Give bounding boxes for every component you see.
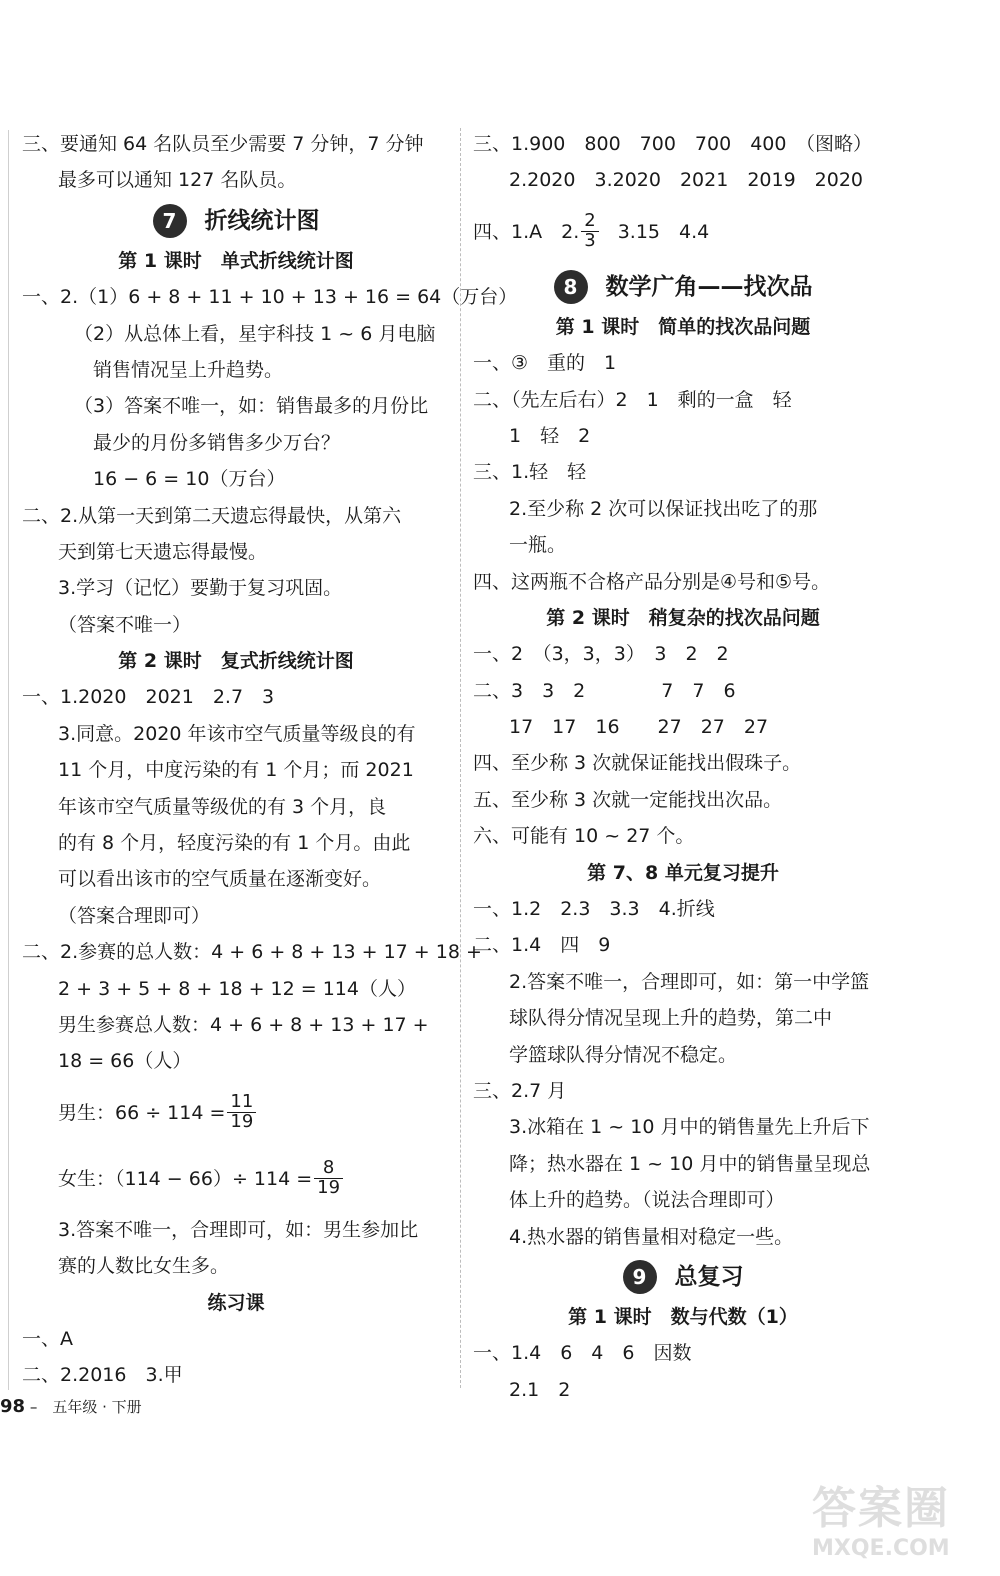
fraction-label: 男生：66 ÷ 114 =	[58, 1101, 226, 1124]
footer-dash: –	[25, 1398, 38, 1416]
text-line: 2.1 2	[509, 1378, 571, 1401]
text-line: 一、2 （3，3，3） 3 2 2	[473, 643, 729, 666]
fraction-label: 女生：（114 − 66）÷ 114 =	[58, 1167, 313, 1190]
page-number: 98	[0, 1396, 26, 1417]
section-title-text: 折线统计图	[204, 207, 320, 234]
text-line: 四、至少称 3 次就保证能找出假珠子。	[473, 752, 802, 775]
text-line: 男生参赛总人数：4 + 6 + 8 + 13 + 17 +	[58, 1013, 429, 1036]
text-line: 三、1.轻 轻	[473, 461, 587, 484]
text-line: 二、（先左后右）2 1 剩的一盒 轻	[473, 388, 792, 411]
lesson-heading: 第 7、8 单元复习提升	[587, 861, 779, 884]
text-line: 11 个月，中度污染的有 1 个月；而 2021	[58, 759, 414, 782]
fraction-line-girls	[22, 1146, 450, 1212]
text-line: 降；热水器在 1 ~ 10 月中的销售量呈现总	[509, 1152, 871, 1175]
text-line: 五、至少称 3 次就一定能找出次品。	[473, 788, 783, 811]
fraction-denominator: 19	[227, 1112, 256, 1132]
text-line: 2.答案不唯一，合理即可，如：第一中学篮	[509, 970, 870, 993]
text-line: 学篮球队得分情况不稳定。	[509, 1043, 738, 1066]
text-line: 3.冰箱在 1 ~ 10 月中的销售量先上升后下	[509, 1116, 870, 1139]
fraction-line-boys	[22, 1080, 450, 1146]
text-line: （3）答案不唯一，如：销售最多的月份比	[74, 395, 429, 418]
column-separator	[460, 128, 461, 1388]
page-footer	[0, 1396, 142, 1417]
footer-grade: 五年级 · 下册	[37, 1398, 142, 1416]
fraction	[314, 1159, 343, 1198]
fraction	[581, 212, 598, 251]
text-line: 2.2020 3.2020 2021 2019 2020	[509, 169, 864, 192]
text-line: 可以看出该市的空气质量在逐渐变好。	[58, 868, 382, 891]
text-line: 二、3 3 2 7 7 6	[473, 679, 736, 702]
fraction-denominator: 19	[314, 1178, 343, 1198]
watermark-text: 答案圈	[812, 1483, 950, 1534]
text-line: 年该市空气质量等级优的有 3 个月，良	[58, 795, 387, 818]
section-title-7	[22, 199, 450, 243]
text-line: 2 + 3 + 5 + 8 + 18 + 12 = 114（人）	[58, 977, 416, 1000]
fraction-numerator: 2	[584, 210, 596, 232]
lesson-heading: 练习课	[207, 1291, 265, 1314]
lesson-heading: 第 2 课时 复式折线统计图	[118, 650, 354, 673]
text-line: 2.至少称 2 次可以保证找出吃了的那	[509, 497, 818, 520]
text-line: 一、1.2 2.3 3.3 4.折线	[473, 898, 715, 921]
text-line: 的有 8 个月，轻度污染的有 1 个月。由此	[58, 832, 411, 855]
lesson-heading: 第 1 课时 单式折线统计图	[118, 249, 354, 272]
lesson-heading: 第 1 课时 数与代数（1）	[568, 1305, 798, 1328]
watermark-logo	[812, 1472, 992, 1562]
text-line: 最多可以通知 127 名队员。	[58, 169, 297, 192]
text-line: 一瓶。	[509, 534, 567, 557]
text-line: 3.同意。2020 年该市空气质量等级良的有	[58, 722, 416, 745]
fraction-numerator: 11	[230, 1091, 254, 1113]
left-column	[22, 126, 518, 1394]
text-line: 一、③ 重的 1	[473, 352, 617, 375]
text-line: 三、1.900 800 700 700 400 （图略）	[473, 133, 872, 155]
text-line: 17 17 16 27 27 27	[509, 716, 769, 739]
text-line: 二、2.参赛的总人数：4 + 6 + 8 + 13 + 17 + 18 +	[22, 941, 482, 964]
text-line: 体上升的趋势。（说法合理即可）	[509, 1189, 785, 1212]
section-number-badge: 9	[623, 1260, 657, 1294]
text-line: 一、A	[22, 1327, 73, 1350]
text-line: 3.答案不唯一，合理即可，如：男生参加比	[58, 1218, 419, 1241]
text-line: 天到第七天遗忘得最慢。	[58, 540, 268, 563]
text-line: 一、1.4 6 4 6 因数	[473, 1342, 692, 1365]
fraction-numerator: 8	[322, 1157, 335, 1179]
section-number-badge: 7	[153, 204, 187, 238]
watermark-url: MXQE.COM	[812, 1536, 950, 1561]
text-line: 一、1.2020 2021 2.7 3	[22, 686, 275, 709]
text-line: 18 = 66（人）	[58, 1050, 192, 1073]
text-line: 一、2.（1）6 + 8 + 11 + 10 + 13 + 16 = 64（万台）	[22, 286, 518, 309]
text-line: 3.学习（记忆）要勤于复习巩固。	[58, 577, 343, 600]
text-line: 1 轻 2	[509, 424, 591, 447]
lesson-heading: 第 2 课时 稍复杂的找次品问题	[546, 606, 820, 629]
text-line: （2）从总体上看，星宇科技 1 ~ 6 月电脑	[74, 322, 436, 345]
text-line: 销售情况呈上升趋势。	[74, 358, 284, 381]
right-column	[473, 126, 893, 1408]
text-line: 二、2.从第一天到第二天遗忘得最快，从第六	[22, 504, 402, 527]
text-line: 球队得分情况呈现上升的趋势，第二中	[509, 1007, 833, 1030]
left-margin-line	[8, 130, 9, 1390]
text-line: 四、这两瓶不合格产品分别是④号和⑤号。	[473, 570, 831, 593]
text-line: 赛的人数比女生多。	[58, 1255, 230, 1278]
section-title-8	[473, 265, 893, 309]
text-line: 4.热水器的销售量相对稳定一些。	[509, 1225, 794, 1248]
section-title-text: 总复习	[674, 1263, 744, 1290]
text-line: （答案不唯一）	[58, 613, 192, 636]
text-line: （答案合理即可）	[58, 904, 211, 927]
fraction-denominator: 3	[581, 231, 598, 251]
section-title-text: 数学广角——找次品	[605, 273, 813, 300]
text-line: 六、可能有 10 ~ 27 个。	[473, 825, 695, 848]
lesson-heading: 第 1 课时 简单的找次品问题	[555, 315, 811, 338]
text-line: 二、2.2016 3.甲	[22, 1364, 183, 1387]
text-line: 二、1.4 四 9	[473, 934, 611, 957]
fraction-line-q4	[473, 199, 893, 265]
text-line: 最少的月份多销售多少万台？	[74, 431, 341, 454]
section-number-badge: 8	[554, 270, 588, 304]
fraction-prefix: 四、1.A 2.	[473, 220, 580, 243]
text-line: 16 − 6 = 10（万台）	[74, 468, 286, 491]
fraction	[227, 1093, 256, 1132]
fraction-suffix: 3.15 4.4	[598, 220, 710, 243]
text-line: 三、要通知 64 名队员至少需要 7 分钟，7 分钟	[22, 133, 424, 155]
section-title-9	[473, 1255, 893, 1299]
text-line: 三、2.7 月	[473, 1079, 567, 1102]
